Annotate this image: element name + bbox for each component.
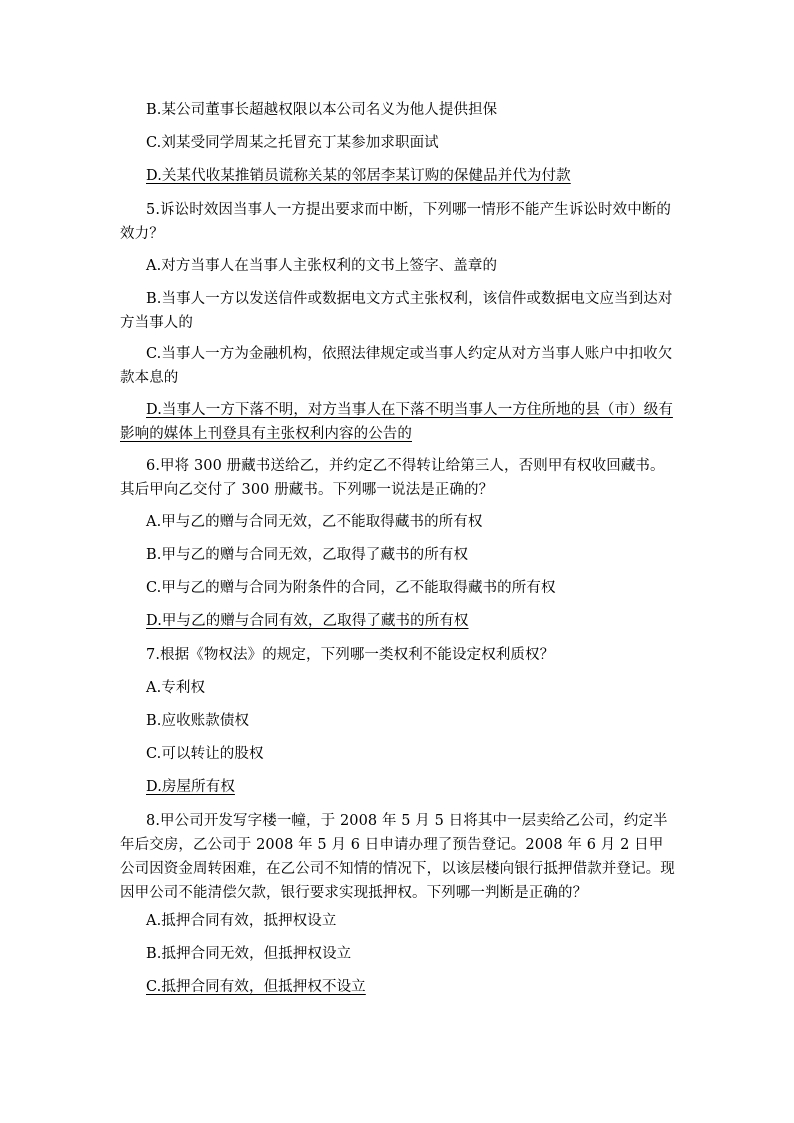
option-4c: C.刘某受同学周某之托冒充丁某参加求职面试 — [146, 135, 439, 151]
option-5a: A.对方当事人在当事人主张权利的文书上签字、盖章的 — [146, 258, 498, 274]
option-6c: C.甲与乙的赠与合同为附条件的合同，乙不能取得藏书的所有权 — [146, 580, 556, 596]
question-8: 8.甲公司开发写字楼一幢，于 2008 年 5 月 5 日将其中一层卖给乙公司，约定半年后交房，乙公司于 2008 年 5 月 6 日申请办理了预告登记。2008 年 6 月 2 日甲公司因资金周转困难，在乙公司不知情的情况下，以该层楼向银行抵押借款并登记。现因甲公司不能清偿欠款，银行要求实现抵押权。下列哪一判断是正确的？ — [120, 813, 675, 901]
option-8b: B.抵押合同无效，但抵押权设立 — [146, 946, 352, 962]
option-5b: B.当事人一方以发送信件或数据电文方式主张权利，该信件或数据电文应当到达对方当事人的 — [120, 291, 673, 331]
option-7d-answer: D.房屋所有权 — [146, 779, 235, 795]
option-6d-answer: D.甲与乙的赠与合同有效，乙取得了藏书的所有权 — [146, 613, 469, 629]
option-7c: C.可以转让的股权 — [146, 746, 264, 762]
option-5c: C.当事人一方为金融机构，依照法律规定或当事人约定从对方当事人账户中扣收欠款本息的 — [120, 346, 673, 386]
question-5: 5.诉讼时效因当事人一方提出要求而中断，下列哪一情形不能产生诉讼时效中断的效力？ — [120, 202, 672, 242]
option-8a: A.抵押合同有效，抵押权设立 — [146, 913, 337, 929]
option-4b: B.某公司董事长超越权限以本公司名义为他人提供担保 — [146, 102, 498, 118]
option-6b: B.甲与乙的赠与合同无效，乙取得了藏书的所有权 — [146, 547, 469, 563]
option-5d-answer: D.当事人一方下落不明，对方当事人在下落不明当事人一方住所地的县（市）级有影响的媒体上刊登具有主张权利内容的公告的 — [120, 402, 673, 442]
option-8c-answer: C.抵押合同有效，但抵押权不设立 — [146, 979, 366, 995]
option-4d-answer: D.关某代收某推销员谎称关某的邻居李某订购的保健品并代为付款 — [146, 168, 571, 184]
option-7b: B.应收账款债权 — [146, 713, 250, 729]
question-6: 6.甲将 300 册藏书送给乙，并约定乙不得转让给第三人，否则甲有权收回藏书。其后甲向乙交付了 300 册藏书。下列哪一说法是正确的？ — [120, 458, 665, 498]
option-7a: A.专利权 — [146, 680, 206, 696]
option-6a: A.甲与乙的赠与合同无效，乙不能取得藏书的所有权 — [146, 514, 483, 530]
question-7: 7.根据《物权法》的规定，下列哪一类权利不能设定权利质权？ — [146, 647, 555, 663]
